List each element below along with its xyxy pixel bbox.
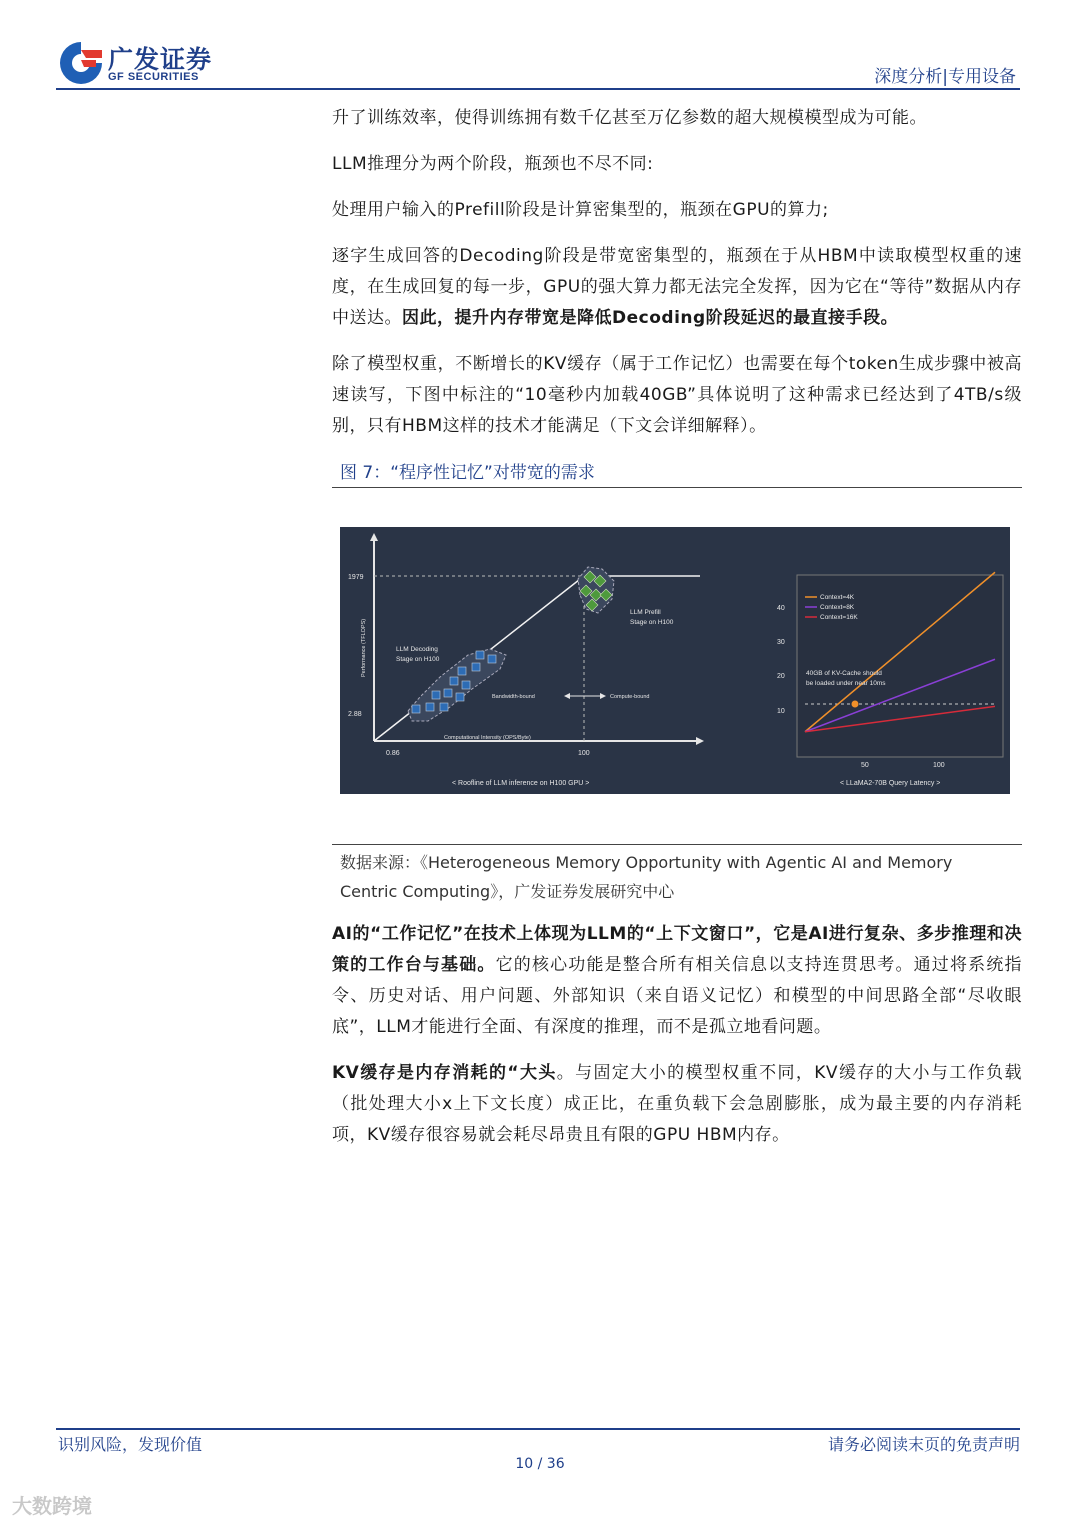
prefill-label-line1: LLM Prefill bbox=[630, 609, 661, 616]
latency-xtick-50: 50 bbox=[861, 762, 869, 769]
paragraph-7-text: 。与固定大小的模型权重不同，KV缓存的大小与工作负载（批处理大小x上下文长度）成正比，在重负载下会急剧膨胀，成为最主要的内存消耗项，KV缓存很容易就会耗尽昂贵且有限的GPU HBM内存。 bbox=[332, 1063, 1022, 1145]
roofline-xtick-086: 0.86 bbox=[386, 750, 400, 757]
paragraph-4 bbox=[332, 241, 1022, 334]
paragraph-1: 升了训练效率，使得训练拥有数千亿甚至万亿参数的超大规模模型成为可能。 bbox=[332, 108, 927, 128]
footer-slogan: 识别风险，发现价值 bbox=[58, 1435, 203, 1454]
roofline-ylabel: Performance (TFLOPS) bbox=[361, 618, 367, 677]
roofline-chart bbox=[348, 533, 704, 787]
latency-ytick-40: 40 bbox=[777, 605, 785, 612]
footer-divider bbox=[56, 1428, 1020, 1430]
paragraph-3: 处理用户输入的Prefill阶段是计算密集型的，瓶颈在GPU的算力; bbox=[332, 200, 829, 220]
legend-label-8k: Context=8K bbox=[820, 604, 855, 611]
figure-image bbox=[340, 527, 1010, 794]
paragraph-4-emphasis: 因此，提升内存带宽是降低Decoding阶段延迟的最直接手段。 bbox=[402, 308, 899, 328]
paragraph-5: 除了模型权重，不断增长的KV缓存（属于工作记忆）也需要在每个token生成步骤中被高速读写，下图中标注的“10毫秒内加载40GB”具体说明了这种需求已经达到了4TB/s级别，只有HBM这样的技术才能满足（下文会详细解释）。 bbox=[332, 354, 1022, 436]
latency-ytick-30: 30 bbox=[777, 639, 785, 646]
figure-svg bbox=[340, 527, 1010, 794]
decoding-label-line2: Stage on H100 bbox=[396, 656, 440, 663]
roofline-caption: < Roofline of LLM inference on H100 GPU > bbox=[452, 780, 590, 787]
header-divider bbox=[56, 88, 1020, 90]
bound-arrow-left bbox=[564, 693, 570, 699]
figure-source: 数据来源：《Heterogeneous Memory Opportunity with Agentic AI and Memory Centric Computing》，广发证券发展研究中心 bbox=[340, 853, 953, 901]
logo-text-en: GF SECURITIES bbox=[108, 71, 199, 83]
company-logo bbox=[56, 38, 226, 90]
latency-chart bbox=[777, 572, 1003, 787]
roofline-x-arrow bbox=[696, 737, 704, 745]
latency-highlight-point bbox=[852, 701, 859, 708]
latency-plot-area bbox=[797, 575, 1003, 757]
kv-annotation-line1: 40GB of KV-Cache should bbox=[806, 670, 882, 677]
source-divider bbox=[332, 844, 1022, 845]
report-section: 深度分析|专用设备 bbox=[874, 67, 1016, 87]
prefill-label-line2: Stage on H100 bbox=[630, 619, 674, 626]
paragraph-7-emphasis: KV缓存是内存消耗的“大头 bbox=[332, 1063, 557, 1083]
paragraph-6-text: 它的核心功能是整合所有相关信息以支持连贯思考。通过将系统指令、历史对话、用户问题、外部知识（来自语义记忆）和模型的中间思路全部“尽收眼底”，LLM才能进行全面、有深度的推理，而不是孤立地看问题。 bbox=[332, 955, 1023, 1037]
figure-title-divider bbox=[332, 487, 1022, 488]
decoding-label-line1: LLM Decoding bbox=[396, 646, 438, 653]
page-number: 10 / 36 bbox=[515, 1456, 565, 1472]
bandwidth-bound-label: Bandwidth-bound bbox=[492, 694, 535, 700]
legend-label-4k: Context=4K bbox=[820, 594, 855, 601]
figure-title: 图 7：“程序性记忆”对带宽的需求 bbox=[340, 463, 595, 483]
latency-xtick-100: 100 bbox=[933, 762, 945, 769]
roofline-ytick-1979: 1979 bbox=[348, 574, 364, 581]
roofline-xtick-100: 100 bbox=[578, 750, 590, 757]
kv-annotation-line2: be loaded under near 10ms bbox=[806, 680, 886, 687]
footer-disclaimer-link[interactable]: 请务必阅读末页的免责声明 bbox=[827, 1435, 1020, 1454]
logo-text-cn: 广发证券 bbox=[108, 45, 213, 74]
roofline-ytick-288: 2.88 bbox=[348, 711, 362, 718]
roofline-y-arrow bbox=[370, 533, 378, 541]
latency-ytick-10: 10 bbox=[777, 708, 785, 715]
paragraph-6-emphasis: AI的“工作记忆”在技术上体现为LLM的“上下文窗口”，它是AI进行复杂、多步推理和决策的工作台与基础。 bbox=[332, 924, 1022, 975]
latency-ytick-20: 20 bbox=[777, 673, 785, 680]
watermark: 大数跨境 bbox=[12, 1494, 92, 1518]
paragraph-6 bbox=[332, 919, 1022, 1043]
paragraph-4-text: 逐字生成回答的Decoding阶段是带宽密集型的，瓶颈在于从HBM中读取模型权重的速度，在生成回复的每一步，GPU的强大算力都无法完全发挥，因为它在“等待”数据从内存中送达。 bbox=[332, 246, 1022, 328]
gf-logo-icon bbox=[56, 38, 106, 88]
roofline-xlabel: Computational Intensity (OPS/Byte) bbox=[444, 735, 531, 741]
paragraph-2: LLM推理分为两个阶段，瓶颈也不尽不同: bbox=[332, 154, 654, 174]
latency-caption: < LLaMA2-70B Query Latency > bbox=[840, 780, 941, 787]
bound-arrow-right bbox=[600, 693, 606, 699]
paragraph-7 bbox=[332, 1058, 1022, 1151]
legend-label-16k: Context=16K bbox=[820, 614, 858, 621]
compute-bound-label: Compute-bound bbox=[610, 694, 650, 700]
